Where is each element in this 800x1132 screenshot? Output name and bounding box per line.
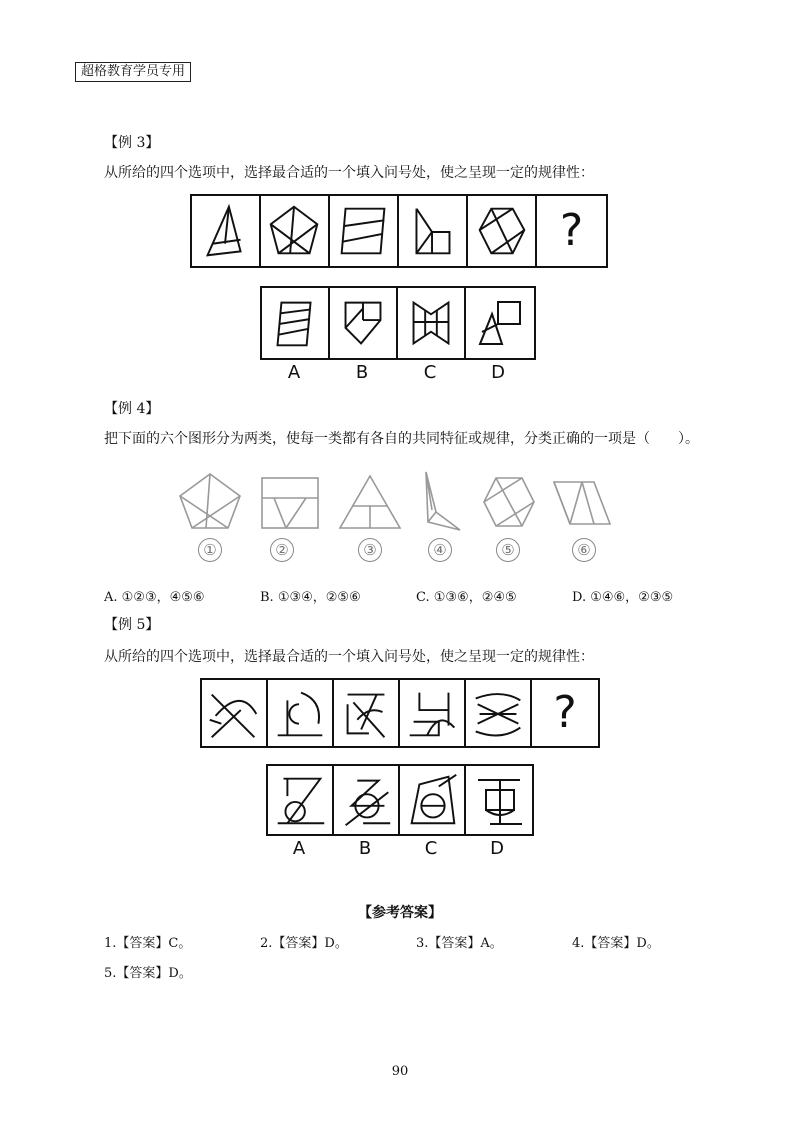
ex4-label-6: ⑥ [572,538,596,562]
seq5-figure-5 [466,680,532,746]
ex3-option-b-figure [330,288,398,358]
ex5-option-c-label[interactable]: C [424,838,438,859]
example-3-title: 【例 3】 [104,135,160,151]
header-tag: 超格教育学员专用 [75,62,191,82]
ex4-choice-b[interactable]: B. ①③④，②⑤⑥ [260,590,361,605]
ex4-figure-4 [426,472,460,530]
ex4-label-1: ① [198,538,222,562]
ex3-option-a-label[interactable]: A [287,362,301,383]
answer-3: 3.【答案】A。 [416,936,503,951]
seq3-figure-1 [192,196,261,266]
ex4-label-3: ③ [358,538,382,562]
example-3-question: 从所给的四个选项中，选择最合适的一个填入问号处，使之呈现一定的规律性： [104,165,594,181]
ex4-label-5: ⑤ [496,538,520,562]
example-3-option-labels [260,362,532,383]
seq3-figure-5 [468,196,537,266]
example-5-options [266,764,534,836]
ex5-option-d-label[interactable]: D [490,838,504,859]
answer-4: 4.【答案】D。 [572,936,660,951]
ex3-option-d-figure [466,288,534,358]
example-5-title: 【例 5】 [104,617,160,633]
answer-2: 2.【答案】D。 [260,936,348,951]
ex3-option-d-label[interactable]: D [491,362,505,383]
ex4-figure-5 [484,478,534,526]
ex4-figure-2 [262,478,318,528]
ex5-option-a-figure [268,766,334,834]
question-mark: ? [553,687,577,738]
ex4-figure-6 [554,482,610,524]
ex5-option-a-label[interactable]: A [292,838,306,859]
example-4-question: 把下面的六个图形分为两类，使每一类都有各自的共同特征或规律，分类正确的一项是（ ）。 [104,431,699,447]
ex5-option-c-figure [400,766,466,834]
seq3-figure-2 [261,196,330,266]
ex4-label-2: ② [270,538,294,562]
example-3-options [260,286,536,360]
seq5-mystery-cell [532,680,598,746]
seq3-mystery-cell [537,196,606,266]
ex5-option-d-figure [466,766,532,834]
example-3-sequence [190,194,608,268]
ex4-label-4: ④ [428,538,452,562]
seq5-figure-1 [202,680,268,746]
ex4-figure-3 [340,476,400,528]
ex3-option-a-figure [262,288,330,358]
page-number: 90 [391,1064,409,1079]
ex4-choice-a[interactable]: A. ①②③，④⑤⑥ [104,590,205,605]
ex4-choice-d[interactable]: D. ①④⑥，②③⑤ [572,590,674,605]
ex3-option-c-figure [398,288,466,358]
example-5-option-labels [266,838,530,859]
ex5-option-b-label[interactable]: B [358,838,372,859]
seq5-figure-2 [268,680,334,746]
ex4-choice-c[interactable]: C. ①③⑥，②④⑤ [416,590,517,605]
ex5-option-b-figure [334,766,400,834]
ex4-figure-1 [180,474,240,528]
example-4-figures [170,468,630,532]
answer-1: 1.【答案】C。 [104,936,192,951]
seq5-figure-4 [400,680,466,746]
question-mark: ? [559,205,584,256]
example-5-question: 从所给的四个选项中，选择最合适的一个填入问号处，使之呈现一定的规律性： [104,649,594,665]
seq3-figure-4 [399,196,468,266]
answer-5: 5.【答案】D。 [104,966,192,981]
seq5-figure-3 [334,680,400,746]
ex3-option-b-label[interactable]: B [355,362,369,383]
example-5-sequence [200,678,600,748]
ex3-option-c-label[interactable]: C [423,362,437,383]
answers-title: 【参考答案】 [358,905,442,921]
example-4-title: 【例 4】 [104,401,160,417]
seq3-figure-3 [330,196,399,266]
